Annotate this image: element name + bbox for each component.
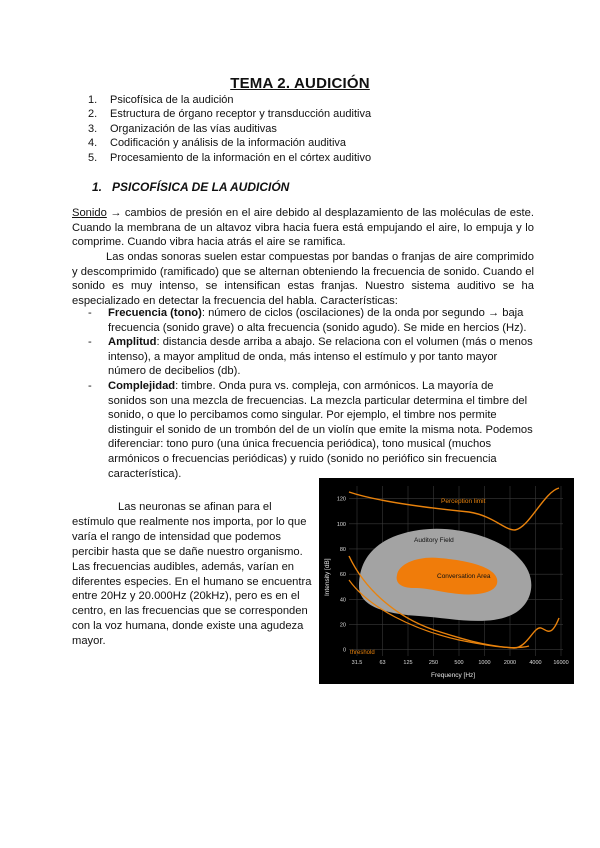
table-of-contents	[88, 93, 371, 165]
y-axis-label: Intensity [dB]	[324, 558, 331, 596]
y-tick-label: 20	[339, 622, 346, 629]
y-tick-label: 60	[339, 572, 346, 579]
section-heading: 1. PSICOFÍSICA DE LA AUDICIÓN	[92, 180, 290, 194]
list-item: - Amplitud: distancia desde arriba a abajo. Se relaciona con el volumen (más o menos intenso), a mayor amplitud de onda, más intenso el estímulo y por tanto mayor número de decibelios (db).	[88, 336, 533, 378]
x-tick-label: 2000	[503, 660, 517, 666]
x-tick-label: 500	[454, 660, 464, 666]
x-tick-label: 63	[379, 660, 386, 666]
page-title: TEMA 2. AUDICIÓN	[230, 75, 370, 92]
x-tick-label: 1000	[478, 660, 491, 666]
x-tick-label: 16000	[553, 660, 569, 666]
characteristics-list	[88, 306, 534, 481]
list-item: - Frecuencia (tono): número de ciclos (oscilaciones) de la onda por segundo → baja frecuencia (sonido grave) o alta frecuencia (sonido agudo). Se mide en hercios (Hz).	[88, 307, 527, 334]
auditory-field-label: Auditory Field	[414, 537, 454, 544]
side-paragraph: Las neuronas se afinan para el estímulo que realmente nos importa, por lo que varía el rango de intensidad que podemos percibir hasta que se dañe nuestro organismo. Las frecuencias audibles, además, varían en diferentes especies. En el humano se encuentra entre 20Hz y 20.000Hz (20kHz), pero es en el centro, en las frecuencias que se corresponden con la voz humana, donde existe una agudeza mayor.	[72, 501, 312, 648]
x-tick-label: 4000	[529, 660, 542, 666]
y-tick-label: 120	[336, 496, 346, 503]
x-tick-label: 250	[428, 660, 439, 666]
y-tick-label: 40	[339, 597, 346, 604]
x-tick-labels	[352, 660, 569, 666]
y-tick-label: 0	[342, 647, 346, 654]
toc-item: 5. Procesamiento de la información en el córtex auditivo	[88, 151, 372, 164]
toc-item: 2. Estructura de órgano receptor y transducción auditiva	[88, 108, 372, 121]
toc-item: 4. Codificación y análisis de la información auditiva	[88, 137, 347, 150]
list-item: - Complejidad: timbre. Onda pura vs. compleja, con armónicos. La mayoría de sonidos son una mezcla de frecuencias. La mezcla particular determina el timbre del sonido, o que lo percibamos como singular. Por ejemplo, el timbre nos permite distinguir el sonido de un trombón del de un violín que emite la misma nota. Podemos diferenciar: tono puro (una única frecuencia periódica), tono musical (muchos armónicos o frecuencias periódicas) y ruido (sonido no periófico sin frecuencia característica).	[88, 379, 533, 480]
threshold-label: threshold	[350, 650, 375, 656]
x-tick-label: 125	[403, 660, 413, 666]
y-tick-label: 80	[339, 546, 346, 553]
intro-paragraph: Sonido → cambios de presión en el aire debido al desplazamiento de las moléculas de este. Cuando la membrana de un altavoz vibra hacia fuera está empujando el aire, lo empuja y lo comprime. Cuando vibra hacia atrás el aire se ramifica.	[72, 207, 534, 249]
body-paragraph: Las ondas sonoras suelen estar compuestas por bandas o franjas de aire comprimido y descomprimido (ramificado) que se alternan obteniendo la frecuencia de sonido. Cuando el sonido es muy intenso, se intensifican estas franjas. Nuestro sistema auditivo se ha especializado en detectar la frecuencia del habla. Características:	[72, 251, 534, 307]
y-tick-labels	[337, 497, 346, 654]
toc-item: 1. Psicofísica de la audición	[88, 94, 234, 106]
conversation-area-label: Conversation Area	[437, 573, 491, 580]
chart-svg	[319, 478, 574, 684]
perception-limit-label: Perception limit	[441, 498, 486, 505]
term-sonido: Sonido	[72, 207, 107, 219]
toc-item: 3. Organización de las vías auditivas	[88, 122, 277, 135]
y-tick-label: 100	[336, 521, 346, 528]
auditory-field-chart	[319, 478, 574, 684]
x-tick-label: 31.5	[351, 660, 363, 666]
x-axis-label: Frequency [Hz]	[431, 672, 476, 679]
